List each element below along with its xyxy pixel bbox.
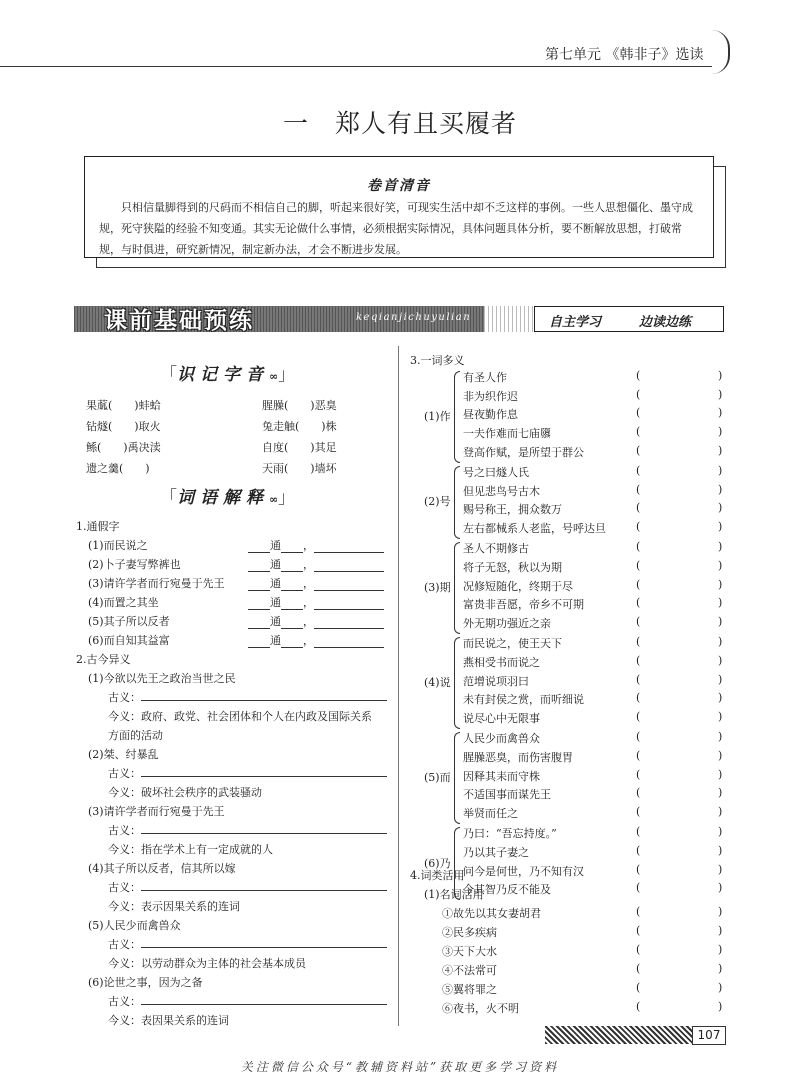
gujin-jin: 今义：指在学术上有一定成就的人 bbox=[108, 843, 273, 856]
answer-paren-open: ( bbox=[636, 786, 641, 800]
answer-paren-open: ( bbox=[636, 924, 641, 937]
answer-paren-open: ( bbox=[636, 520, 641, 534]
answer-paren-close: ) bbox=[718, 387, 723, 401]
gujin-gu-line: 古义： bbox=[108, 822, 387, 838]
answer-paren-open: ( bbox=[636, 540, 641, 554]
conversion-item: ②民多疾病 bbox=[442, 926, 497, 939]
polysemy-label: (5)而 bbox=[424, 771, 451, 785]
header-rule bbox=[0, 66, 712, 67]
answer-paren-close: ) bbox=[718, 749, 723, 762]
polysemy-item: 外无期功强近之亲 bbox=[463, 617, 551, 631]
answer-paren-close: ) bbox=[718, 862, 723, 876]
answer-paren-close: ) bbox=[718, 962, 723, 975]
pron-row-2b: 兔走触( )株 bbox=[262, 420, 337, 433]
section-banner bbox=[74, 306, 724, 332]
pron-row-4b: 天雨( )墙坏 bbox=[262, 462, 337, 475]
answer-paren-close: ) bbox=[718, 730, 723, 744]
gujin-jin-cont: 方面的活动 bbox=[108, 729, 163, 742]
answer-paren-open: ( bbox=[636, 943, 641, 956]
conversion-item: ⑤翼将罪之 bbox=[442, 983, 497, 996]
answer-paren-close: ) bbox=[718, 596, 723, 610]
answer-paren-close: ) bbox=[718, 691, 723, 705]
polysemy-item: 圣人不期修古 bbox=[463, 542, 529, 556]
gujin-question: (5)人民少而禽兽众 bbox=[88, 919, 181, 932]
answer-paren-close: ) bbox=[718, 654, 723, 667]
answer-paren-open: ( bbox=[636, 464, 641, 477]
answer-paren-close: ) bbox=[718, 635, 723, 649]
polysemy-label: (6)乃 bbox=[424, 856, 451, 870]
conversion-item: ①故先以其女妻胡君 bbox=[442, 907, 541, 920]
pron-row-1b: 腥臊( )恶臭 bbox=[262, 399, 337, 412]
polysemy-item: 不适国事而谋先王 bbox=[463, 788, 551, 802]
gujin-question: (4)其子所以反者，信其所以嫁 bbox=[88, 862, 236, 875]
gujin-gu-line: 古义： bbox=[108, 689, 387, 705]
answer-paren-open: ( bbox=[636, 1000, 641, 1013]
answer-paren-close: ) bbox=[718, 924, 723, 937]
banner-pinyin: keqianjichuyulian bbox=[356, 312, 472, 323]
tongjia-item: (3)请许学者而行宛曼于先王 通 ， bbox=[88, 575, 384, 591]
polysemy-item: 左右都械系人老监，号呼达旦 bbox=[463, 522, 606, 536]
answer-paren-open: ( bbox=[636, 730, 641, 744]
polysemy-item: 有圣人作 bbox=[463, 371, 507, 384]
answer-paren-open: ( bbox=[636, 981, 641, 994]
polysemy-item: 未有封侯之赏，而听细说 bbox=[463, 693, 584, 707]
polysemy-label: (3)期 bbox=[424, 581, 451, 595]
page-number: 107 bbox=[692, 1026, 726, 1045]
polysemy-item: 乃曰：“吾忘持度。” bbox=[463, 827, 557, 841]
pron-row-3: 鲧( )禹决渎 bbox=[86, 441, 161, 454]
answer-paren-close: ) bbox=[718, 425, 723, 439]
answer-paren-close: ) bbox=[718, 540, 723, 554]
polysemy-item: 但见悲鸟号古木 bbox=[463, 484, 540, 498]
answer-paren-close: ) bbox=[718, 1000, 723, 1013]
tongjia-item: (2)卜子妻写弊裤也 通 ， bbox=[88, 556, 384, 572]
answer-paren-close: ) bbox=[718, 482, 723, 496]
tongjia-heading: 1.通假字 bbox=[76, 520, 120, 533]
tongjia-item: (6)而自知其益富 通 ， bbox=[88, 632, 384, 648]
gujin-question: (2)桀、纣暴乱 bbox=[88, 748, 159, 761]
answer-paren-close: ) bbox=[718, 786, 723, 800]
pron-row-1: 果蓏( )蚌蛤 bbox=[86, 399, 161, 412]
polysemy-item: 举贤而任之 bbox=[463, 807, 518, 821]
answer-paren-open: ( bbox=[636, 635, 641, 649]
gujin-jin: 今义：政府、政党、社会团体和个人在内政及国际关系 bbox=[108, 710, 372, 723]
answer-paren-close: ) bbox=[718, 881, 723, 895]
answer-paren-open: ( bbox=[636, 767, 641, 781]
answer-paren-close: ) bbox=[718, 406, 723, 420]
answer-paren-open: ( bbox=[636, 387, 641, 401]
brace bbox=[454, 732, 460, 824]
answer-paren-open: ( bbox=[636, 501, 641, 515]
answer-paren-close: ) bbox=[718, 559, 723, 572]
answer-paren-close: ) bbox=[718, 981, 723, 994]
brace bbox=[454, 466, 460, 539]
polysemy-item: 燕相受书而说之 bbox=[463, 656, 540, 669]
answer-paren-close: ) bbox=[718, 767, 723, 781]
polysemy-label: (2)号 bbox=[424, 495, 451, 509]
answer-paren-open: ( bbox=[636, 369, 641, 382]
banner-tag bbox=[534, 306, 724, 332]
answer-paren-open: ( bbox=[636, 482, 641, 496]
gujin-gu-line: 古义： bbox=[108, 993, 387, 1009]
answer-paren-close: ) bbox=[718, 464, 723, 477]
polysemy-item: 说尽心中无限事 bbox=[463, 712, 540, 726]
answer-paren-open: ( bbox=[636, 862, 641, 876]
footer-note: 关注微信公众号“教辅资料站”获取更多学习资料 bbox=[240, 1060, 560, 1074]
conversion-item: ⑥夜书，火不明 bbox=[442, 1002, 519, 1015]
polysemy-item: 而民说之，使王天下 bbox=[463, 637, 562, 651]
gujin-jin: 今义：表示因果关系的连词 bbox=[108, 900, 240, 913]
polysemy-item: 人民少而禽兽众 bbox=[463, 732, 540, 746]
gujin-gu-line: 古义： bbox=[108, 879, 387, 895]
polysemy-item: 将子无怒，秋以为期 bbox=[463, 561, 562, 574]
banner-tag-2: 边读边练 bbox=[639, 315, 692, 330]
brace bbox=[454, 637, 460, 729]
answer-paren-close: ) bbox=[718, 943, 723, 956]
polysemy-item: 况修短随化，终期于尽 bbox=[463, 579, 573, 593]
conversion-item: ③天下大水 bbox=[442, 945, 497, 958]
gujin-heading: 2.古今异义 bbox=[76, 653, 131, 666]
conversion-heading: 4.词类活用 bbox=[410, 869, 465, 882]
tongjia-item: (4)而置之其坐 通 ， bbox=[88, 594, 384, 610]
conversion-sub: (1)名词活用 bbox=[424, 888, 484, 901]
pron-row-2: 钻燧( )取火 bbox=[86, 420, 161, 433]
answer-paren-open: ( bbox=[636, 443, 641, 457]
gujin-jin: 今义：破坏社会秩序的武装骚动 bbox=[108, 786, 262, 799]
answer-paren-open: ( bbox=[636, 615, 641, 629]
preface-body: 只相信量脚得到的尺码而不相信自己的脚，听起来很好笑，可现实生活中却不乏这样的事例。一些人思想僵化、墨守成规，死守狭隘的经验不知变通。其实无论做什么事情，必须根据实际情况，具体问题具体分析，要不断解放思想，打破常规，与时俱进，研究新情况，制定新办法，才会不断进步发展。 bbox=[99, 201, 693, 256]
answer-paren-close: ) bbox=[718, 844, 723, 857]
polysemy-item: 非为织作迟 bbox=[463, 389, 518, 403]
answer-paren-open: ( bbox=[636, 596, 641, 610]
polysemy-item: 因释其耒而守株 bbox=[463, 769, 540, 783]
gujin-jin: 今义：以劳动群众为主体的社会基本成员 bbox=[108, 957, 306, 970]
polysemy-heading: 3.一词多义 bbox=[410, 354, 465, 367]
gujin-question: (1)今欲以先王之政治当世之民 bbox=[88, 672, 236, 685]
page-title: 一 郑人有且买履者 bbox=[282, 109, 517, 138]
preface-box bbox=[84, 156, 714, 258]
polysemy-label: (1)作 bbox=[424, 409, 451, 423]
answer-paren-open: ( bbox=[636, 962, 641, 975]
answer-paren-open: ( bbox=[636, 406, 641, 420]
answer-paren-open: ( bbox=[636, 691, 641, 705]
answer-paren-open: ( bbox=[636, 825, 641, 839]
column-divider bbox=[398, 346, 399, 1026]
polysemy-item: 赐号称王，拥众数万 bbox=[463, 503, 562, 517]
polysemy-item: 腥臊恶臭，而伤害腹胃 bbox=[463, 751, 573, 764]
answer-paren-close: ) bbox=[718, 443, 723, 457]
answer-paren-close: ) bbox=[718, 905, 723, 918]
conversion-item: ④不法常可 bbox=[442, 964, 497, 977]
gujin-jin: 今义：表因果关系的连词 bbox=[108, 1014, 229, 1027]
answer-paren-open: ( bbox=[636, 905, 641, 918]
answer-paren-close: ) bbox=[718, 369, 723, 382]
answer-paren-close: ) bbox=[718, 520, 723, 534]
tongjia-item: (1)而民说之 通 ， bbox=[88, 537, 384, 553]
section-heading-pronunciation: 「识记字音∞」 bbox=[160, 365, 296, 385]
pron-row-3b: 自度( )其足 bbox=[262, 441, 337, 454]
brace bbox=[454, 542, 460, 634]
header-ornament bbox=[712, 30, 730, 74]
brace bbox=[454, 371, 460, 463]
polysemy-item: 问今是何世，乃不知有汉 bbox=[463, 864, 584, 878]
header-unit-title: 第七单元 《韩非子》选读 bbox=[545, 47, 704, 63]
tongjia-item: (5)其子所以反者 通 ， bbox=[88, 613, 384, 629]
answer-paren-close: ) bbox=[718, 501, 723, 515]
polysemy-item: 昼夜勤作息 bbox=[463, 408, 518, 422]
answer-paren-open: ( bbox=[636, 881, 641, 895]
answer-paren-open: ( bbox=[636, 559, 641, 572]
banner-title: 课前基础预练 bbox=[104, 308, 254, 334]
answer-paren-open: ( bbox=[636, 805, 641, 819]
polysemy-label: (4)说 bbox=[424, 676, 451, 690]
pron-row-4: 遗之羹( ) bbox=[86, 462, 150, 475]
polysemy-item: 富贵非吾愿，帝乡不可期 bbox=[463, 598, 584, 612]
gujin-gu-line: 古义： bbox=[108, 765, 387, 781]
section-heading-text: 识记字音 bbox=[177, 365, 269, 385]
banner-pattern bbox=[484, 306, 534, 332]
answer-paren-open: ( bbox=[636, 844, 641, 857]
answer-paren-close: ) bbox=[718, 710, 723, 724]
polysemy-item: 一夫作难而七庙隳 bbox=[463, 427, 551, 441]
answer-paren-open: ( bbox=[636, 577, 641, 591]
gujin-gu-line: 古义： bbox=[108, 936, 387, 952]
answer-paren-open: ( bbox=[636, 425, 641, 439]
answer-paren-close: ) bbox=[718, 805, 723, 819]
banner-tag-1: 自主学习 bbox=[549, 315, 602, 330]
preface-title: 卷首清音 bbox=[367, 178, 431, 194]
answer-paren-open: ( bbox=[636, 710, 641, 724]
answer-paren-close: ) bbox=[718, 577, 723, 591]
polysemy-item: 乃以其子妻之 bbox=[463, 846, 529, 859]
section-heading-vocab: 「词语解释∞」 bbox=[160, 488, 296, 508]
polysemy-item: 范增说项羽曰 bbox=[463, 674, 529, 688]
polysemy-item: 号之曰燧人氏 bbox=[463, 466, 529, 479]
polysemy-item: 登高作赋，是所望于群公 bbox=[463, 445, 584, 459]
section-heading-text: 词语解释 bbox=[177, 488, 269, 508]
answer-paren-open: ( bbox=[636, 672, 641, 686]
gujin-question: (6)论世之事，因为之备 bbox=[88, 976, 203, 989]
answer-paren-close: ) bbox=[718, 615, 723, 629]
answer-paren-close: ) bbox=[718, 672, 723, 686]
polysemy-item: 今其智乃反不能及 bbox=[463, 883, 551, 897]
gujin-question: (3)请许学者而行宛曼于先王 bbox=[88, 805, 225, 818]
answer-paren-close: ) bbox=[718, 825, 723, 839]
answer-paren-open: ( bbox=[636, 654, 641, 667]
answer-paren-open: ( bbox=[636, 749, 641, 762]
